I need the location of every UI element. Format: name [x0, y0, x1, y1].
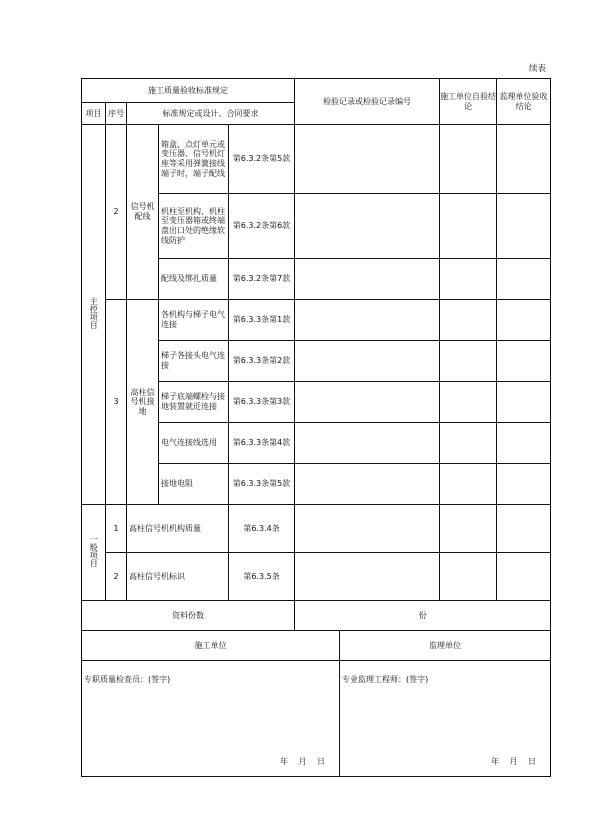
row-clause: 第6.3.2条第7款 [229, 259, 295, 300]
header-seq: 序号 [106, 103, 127, 125]
contractor-cell[interactable] [440, 194, 497, 259]
general-seq: 1 [106, 505, 127, 553]
record-cell[interactable] [295, 382, 440, 423]
record-cell[interactable] [295, 300, 440, 341]
supervisor-signer-label: 专业监理工程师：(签字) [342, 675, 429, 684]
row-desc: 各机构与梯子电气连接 [159, 300, 229, 341]
header-standard-group: 施工质量验收标准规定 [82, 79, 295, 103]
general-clause: 第6.3.5条 [229, 553, 295, 601]
supervisor-cell[interactable] [497, 423, 551, 464]
supervisor-cell[interactable] [497, 300, 551, 341]
general-category-label: 一般项目 [89, 535, 99, 568]
contractor-signer-label: 专职质量检查员：(签字) [84, 675, 171, 684]
contractor-cell[interactable] [440, 341, 497, 382]
header-contractor-result: 施工单位自验结论 [440, 79, 497, 125]
general-desc: 高柱信号机标识 [127, 553, 229, 601]
row-desc: 接地电阻 [159, 464, 229, 505]
header-supervisor-result: 监理单位验收结论 [497, 79, 551, 125]
row-desc: 电气连接线选用 [159, 423, 229, 464]
supervisor-cell[interactable] [497, 194, 551, 259]
general-category [82, 505, 106, 601]
contractor-cell[interactable] [440, 553, 497, 601]
contractor-cell[interactable] [440, 300, 497, 341]
continuation-label: 续表 [528, 64, 546, 74]
record-cell[interactable] [295, 464, 440, 505]
contractor-cell[interactable] [440, 382, 497, 423]
header-item: 项目 [82, 103, 106, 125]
supervisor-cell[interactable] [497, 125, 551, 194]
row-clause: 第6.3.3条第5款 [229, 464, 295, 505]
row-desc: 梯子各接头电气连接 [159, 341, 229, 382]
row-clause: 第6.3.2条第5款 [229, 125, 295, 194]
record-cell[interactable] [295, 341, 440, 382]
contractor-unit-heading: 施工单位 [82, 631, 340, 661]
row-desc: 梯子底端螺栓与接地装置就近连接 [159, 382, 229, 423]
supervisor-cell[interactable] [497, 259, 551, 300]
group-name: 信号机配线 [127, 125, 159, 300]
inspection-table [81, 78, 551, 777]
contractor-cell[interactable] [440, 464, 497, 505]
row-clause: 第6.3.3条第3款 [229, 382, 295, 423]
supervisor-cell[interactable] [497, 505, 551, 553]
record-cell[interactable] [295, 553, 440, 601]
record-cell[interactable] [295, 259, 440, 300]
main-control-category-label: 主控项目 [89, 297, 99, 330]
group-name: 高柱信号机接地 [127, 300, 159, 505]
row-clause: 第6.3.2条第6款 [229, 194, 295, 259]
row-desc: 机柱至机构、机柱至变压器箱或终端盘出口处的绝缘软线防护 [159, 194, 229, 259]
contractor-cell[interactable] [440, 505, 497, 553]
supervisor-cell[interactable] [497, 382, 551, 423]
record-cell[interactable] [295, 505, 440, 553]
contractor-cell[interactable] [440, 259, 497, 300]
supervisor-cell[interactable] [497, 553, 551, 601]
group-seq: 3 [106, 300, 127, 505]
row-desc: 配线及绑扎质量 [159, 259, 229, 300]
supervisor-cell[interactable] [497, 341, 551, 382]
row-clause: 第6.3.3条第4款 [229, 423, 295, 464]
row-clause: 第6.3.3条第1款 [229, 300, 295, 341]
general-clause: 第6.3.4条 [229, 505, 295, 553]
contractor-cell[interactable] [440, 125, 497, 194]
general-desc: 高柱信号机机构质量 [127, 505, 229, 553]
record-cell[interactable] [295, 125, 440, 194]
supervisor-signature-box[interactable] [340, 661, 551, 777]
contractor-cell[interactable] [440, 423, 497, 464]
documents-unit[interactable]: 份 [295, 601, 551, 631]
row-desc: 箱盒、点灯单元或变压器、信号机灯座等采用弹簧接线端子时，端子配线 [159, 125, 229, 194]
record-cell[interactable] [295, 423, 440, 464]
row-clause: 第6.3.3条第2款 [229, 341, 295, 382]
group-seq: 2 [106, 125, 127, 300]
supervisor-cell[interactable] [497, 464, 551, 505]
general-seq: 2 [106, 553, 127, 601]
header-requirement: 标准规定或设计、合同要求 [127, 103, 295, 125]
supervisor-unit-heading: 监理单位 [340, 631, 551, 661]
header-inspection-record: 检验记录或检验记录编号 [295, 79, 440, 125]
documents-label: 资料份数 [82, 601, 295, 631]
record-cell[interactable] [295, 194, 440, 259]
contractor-signature-box[interactable] [82, 661, 340, 777]
contractor-date: 年 月 日 [279, 757, 326, 767]
supervisor-date: 年 月 日 [490, 757, 537, 767]
main-control-category [82, 125, 106, 505]
